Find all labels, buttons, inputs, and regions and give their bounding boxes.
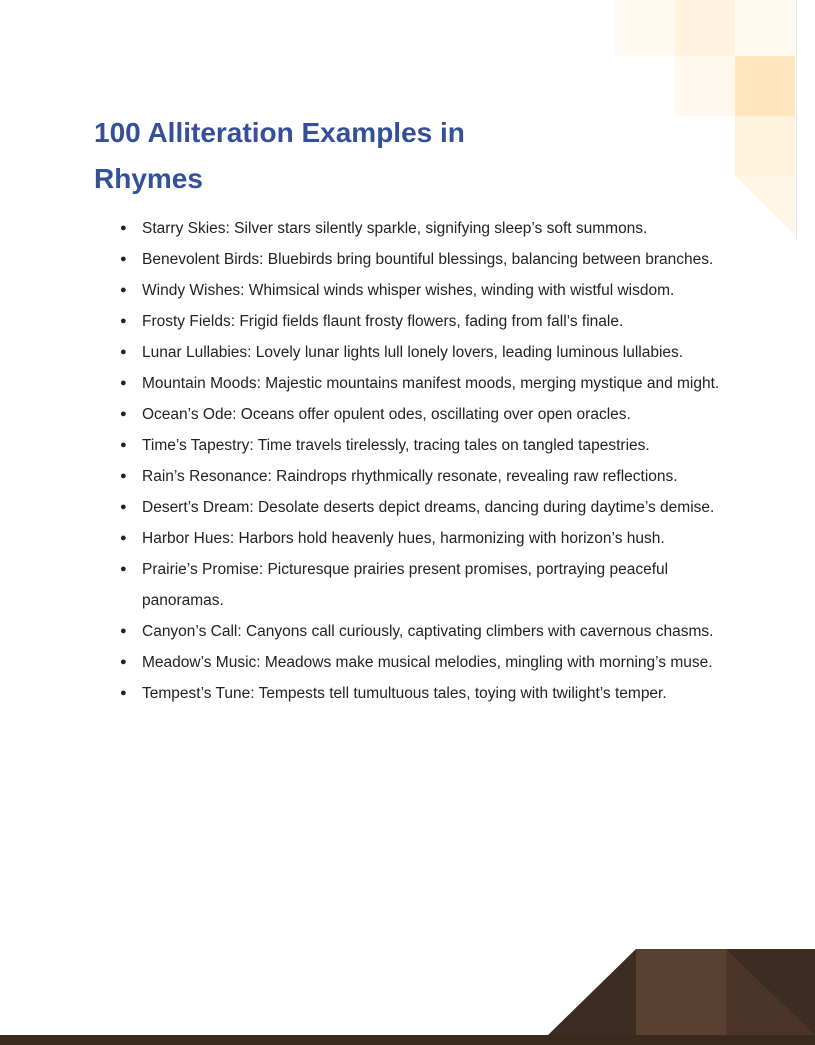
- bullet-icon: ●: [120, 625, 127, 637]
- bullet-icon: ●: [120, 532, 127, 544]
- bullet-icon: ●: [120, 315, 127, 327]
- list-item-text: Starry Skies: Silver stars silently sparkle, signifying sleep’s soft summons.: [142, 220, 648, 237]
- list-item-text: Prairie’s Promise: Picturesque prairies present promises, portraying peaceful panoramas.: [142, 561, 669, 609]
- list-item: [94, 399, 734, 430]
- alliteration-list: [94, 213, 734, 709]
- bullet-icon: ●: [120, 377, 127, 389]
- bullet-icon: ●: [120, 656, 127, 668]
- list-item-text: Ocean’s Ode: Oceans offer opulent odes, oscillating over open oracles.: [142, 406, 631, 423]
- list-item: [94, 461, 734, 492]
- top-right-decoration: [615, 0, 815, 240]
- list-item: [94, 244, 734, 275]
- list-item-text: Frosty Fields: Frigid fields flaunt frosty flowers, fading from fall’s finale.: [142, 313, 624, 330]
- bullet-icon: ●: [120, 439, 127, 451]
- list-item-text: Tempest’s Tune: Tempests tell tumultuous tales, toying with twilight’s temper.: [142, 685, 667, 702]
- list-item: [94, 647, 734, 678]
- list-item-text: Desert’s Dream: Desolate deserts depict dreams, dancing during daytime’s demise.: [142, 499, 715, 516]
- list-item: [94, 616, 734, 647]
- bullet-icon: ●: [120, 408, 127, 420]
- list-item-text: Meadow’s Music: Meadows make musical melodies, mingling with morning’s muse.: [142, 654, 713, 671]
- bullet-icon: ●: [120, 687, 127, 699]
- bullet-icon: ●: [120, 284, 127, 296]
- list-item-text: Harbor Hues: Harbors hold heavenly hues, harmonizing with horizon’s hush.: [142, 530, 665, 547]
- list-item: [94, 306, 734, 337]
- bullet-icon: ●: [120, 253, 127, 265]
- list-item-text: Canyon’s Call: Canyons call curiously, captivating climbers with cavernous chasms.: [142, 623, 714, 640]
- bottom-decoration: [0, 935, 815, 1045]
- bullet-icon: ●: [120, 346, 127, 358]
- bullet-icon: ●: [120, 501, 127, 513]
- bullet-icon: ●: [120, 563, 127, 575]
- list-item-text: Benevolent Birds: Bluebirds bring bountiful blessings, balancing between branches.: [142, 251, 714, 268]
- list-item: [94, 337, 734, 368]
- list-item: [94, 554, 734, 616]
- list-item: [94, 523, 734, 554]
- list-item: [94, 430, 734, 461]
- bullet-icon: ●: [120, 470, 127, 482]
- list-item: [94, 492, 734, 523]
- list-item-text: Windy Wishes: Whimsical winds whisper wishes, winding with wistful wisdom.: [142, 282, 675, 299]
- list-item: [94, 678, 734, 709]
- bullet-icon: ●: [120, 222, 127, 234]
- list-item: [94, 275, 734, 306]
- list-item-text: Lunar Lullabies: Lovely lunar lights lull lonely lovers, leading luminous lullabies.: [142, 344, 684, 361]
- page-title: 100 Alliteration Examples in Rhymes: [94, 117, 465, 194]
- list-item-text: Rain’s Resonance: Raindrops rhythmically resonate, revealing raw reflections.: [142, 468, 678, 485]
- list-item: [94, 213, 734, 244]
- list-item: [94, 368, 734, 399]
- list-item-text: Mountain Moods: Majestic mountains manifest moods, merging mystique and might.: [142, 375, 720, 392]
- list-item-text: Time’s Tapestry: Time travels tirelessly, tracing tales on tangled tapestries.: [142, 437, 650, 454]
